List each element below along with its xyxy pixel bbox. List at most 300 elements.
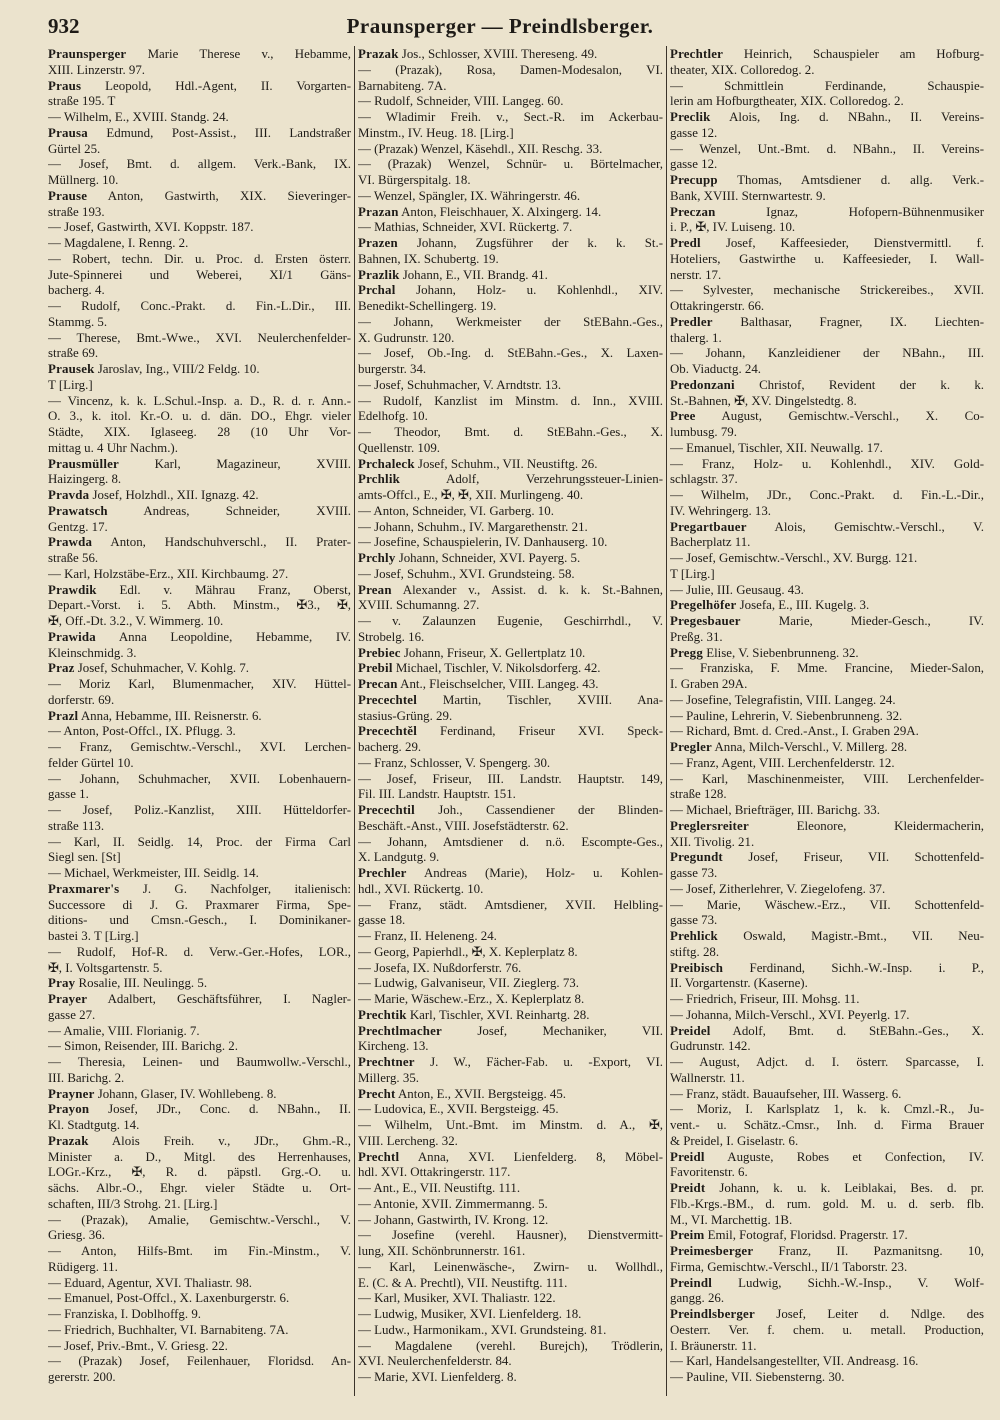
- entry-text: Auguste, Robes et Confection, IV.: [704, 1149, 984, 1164]
- entry-line: Bahnen, IX. Schubertg. 19.: [358, 251, 499, 266]
- surname: Preimesberger: [670, 1244, 754, 1258]
- entry-line: schaften, III/3 Strohg. 21. [Lirg.]: [48, 1196, 218, 1211]
- entry-line: — Mathias, Schneider, XVI. Rückertg. 7.: [358, 220, 573, 235]
- entry-headline: [48, 992, 351, 1008]
- entry-line: — (Prazak), Amalie, Gemischtw.-Verschl., V.: [48, 1212, 351, 1227]
- entry-line: Rüdigerg. 11.: [48, 1259, 118, 1274]
- entry-line: — (Prazak) Wenzel, Käsehdl., XII. Reschg. 33.: [358, 141, 603, 156]
- entry-line: Flb.-Krgs.-BM., d. rum. gold. M. u. d. serb. flb.: [670, 1196, 984, 1211]
- page-number: 932: [48, 14, 80, 38]
- entry-line: bacherg. 4.: [48, 283, 105, 298]
- entry-line: XVI. Neulerchenfelderstr. 84.: [358, 1354, 512, 1369]
- surname: Prechtner: [358, 1055, 415, 1069]
- entry-text: Josef, Holzhdl., XII. Ignazg. 42.: [89, 488, 259, 502]
- entry-line: VIII. Lercheng. 32.: [358, 1133, 458, 1148]
- entry-line: — Anton, Schneider, VI. Garberg. 10.: [358, 503, 554, 518]
- surname: Prayner: [48, 1086, 95, 1101]
- entry-text: Elise, V. Siebenbrunneng. 32.: [702, 645, 859, 660]
- entry-text: Adolf, Bmt. d. StEBahn.-Ges., X.: [710, 1023, 984, 1038]
- entry-text: Marie, Mieder-Gesch., IV.: [740, 614, 984, 628]
- entry-line: — Richard, Bmt. d. Cred.-Anst., I. Graben 29A.: [670, 724, 919, 739]
- entry-line: theater, XIX. Colloredog. 2.: [670, 62, 815, 77]
- entry-line: — Therese, Bmt.-Wwe., XVI. Neulerchenfelder-: [48, 330, 351, 345]
- entry-headline: [48, 504, 351, 520]
- entry-line: — Ant., E., VII. Neustiftg. 111.: [358, 1181, 521, 1195]
- entry-headline: [670, 961, 984, 977]
- entry-headline: [358, 472, 663, 488]
- entry-line: — Vincenz, k. k. L.Schul.-Insp. a. D., R. d. r. Ann.-: [48, 393, 351, 408]
- entry-headline: [670, 47, 984, 63]
- entry-line: felder Gürtel 10.: [48, 755, 134, 770]
- column-3: [670, 47, 984, 1386]
- entry-text: Joh., Cassendiener der Blinden-: [414, 803, 663, 817]
- entry-line: sächs. Albr.-O., Ehgr. vieler Städte u. Ort-: [48, 1181, 351, 1195]
- entry-line: XIII. Linzerstr. 97.: [48, 62, 146, 77]
- entry-headline: [670, 614, 984, 630]
- entry-headline: [48, 882, 351, 898]
- entry-line: I. Graben 29A.: [670, 677, 748, 691]
- entry-text: Marie Therese v., Hebamme,: [126, 47, 351, 61]
- surname: Precupp: [670, 173, 718, 187]
- entry-line: — Rudolf, Conc.-Prakt. d. Fin.-L.Dir., III.: [48, 299, 351, 313]
- entry-text: Josef, Kaffeesieder, Dienstvermittl. f.: [700, 236, 984, 250]
- entry-line: gasse 73.: [670, 866, 718, 880]
- entry-line: — Pauline, Lehrerin, V. Siebenbrunneng. 32.: [670, 708, 903, 723]
- entry-line: i. P., ✠, IV. Luiseng. 10.: [670, 220, 796, 235]
- entry-line: — Wilhelm, E., XVIII. Standg. 24.: [48, 110, 229, 124]
- entry-headline: [48, 457, 351, 473]
- entry-line: — Josef, Poliz.-Kanzlist, XIII. Hütteldorfer-: [48, 803, 351, 817]
- entry-text: Ferdinand, Friseur XVI. Speck-: [417, 724, 663, 739]
- entry-line: Bank, XVIII. Sternwartestr. 9.: [670, 188, 826, 203]
- entry-headline: [670, 378, 984, 394]
- entry-line: — v. Zalaunzen Eugenie, Geschirrhdl., V.: [358, 614, 663, 628]
- surname: Preczan: [670, 204, 716, 219]
- entry-line: — Johann, Amtsdiener d. n.ö. Escompte-Ges.,: [358, 834, 663, 849]
- entry-headline: [670, 1307, 984, 1323]
- entry-line: — Johann, Gastwirth, IV. Krong. 12.: [358, 1212, 549, 1227]
- entry-text: Anna, Milch-Verschl., V. Millerg. 28.: [711, 740, 908, 754]
- entry-headline: [358, 646, 663, 662]
- entry-line: I. Bräunerstr. 11.: [670, 1338, 757, 1353]
- entry-text: Martin, Tischler, XVIII. Ana-: [417, 692, 663, 707]
- entry-line: — Franz, Holz- u. Kohlenhdl., XIV. Gold-: [670, 456, 984, 471]
- entry-text: Ant., Fleischselcher, VIII. Langeg. 43.: [397, 677, 599, 691]
- surname: Prehlick: [670, 929, 718, 943]
- entry-headline: [48, 488, 351, 504]
- entry-line: — Wenzel, Unt.-Bmt. d. NBahn., II. Vereins-: [670, 141, 984, 156]
- surname: Prchal: [358, 283, 396, 298]
- entry-text: Johann, k. u. k. Leiblakai, Bes. d. pr.: [705, 1181, 984, 1195]
- entry-headline: [358, 661, 663, 677]
- entry-line: T [Lirg.]: [670, 566, 715, 581]
- entry-text: Christof, Revident der k. k.: [734, 377, 984, 392]
- entry-headline: [670, 646, 984, 662]
- entry-line: — Franz, Schlosser, V. Spengerg. 30.: [358, 755, 551, 770]
- entry-line: — Franz, städt. Amtsdiener, XVII. Helbling-: [358, 897, 663, 912]
- entry-line: IV. Wehringerg. 13.: [670, 503, 772, 518]
- entry-line: Strobelg. 16.: [358, 629, 425, 644]
- surname: Pregg: [670, 645, 703, 660]
- entry-line: Firma, Gemischtw.-Verschl., II/1 Taborstr. 23.: [670, 1259, 908, 1274]
- entry-line: Barnabiteng. 7A.: [358, 78, 447, 93]
- entry-headline: [670, 205, 984, 221]
- entry-headline: [48, 1087, 351, 1103]
- entry-line: straße 69.: [48, 346, 99, 361]
- entry-headline: [48, 126, 351, 142]
- surname: Precechtel: [358, 692, 418, 707]
- entry-line: amts-Offcl., E., ✠, ✠, XII. Murlingeng. 40.: [358, 488, 584, 502]
- entry-text: Franz, II. Pazmanitsng. 10,: [753, 1244, 984, 1258]
- surname: Prebiec: [358, 645, 401, 660]
- entry-text: Adolf, Verzehrungssteuer-Linien-: [400, 472, 663, 487]
- entry-line: gangg. 26.: [670, 1291, 725, 1306]
- surname: Prausa: [48, 125, 88, 140]
- entry-line: gasse 12.: [670, 125, 718, 140]
- entry-text: Michael, Tischler, V. Nikolsdorferg. 42.: [392, 661, 601, 676]
- entry-line: Siegl sen. [St]: [48, 850, 121, 865]
- entry-line: thalerg. 1.: [670, 330, 722, 345]
- entry-line: Ottakringerstr. 66.: [670, 299, 765, 313]
- surname: Prechtik: [358, 1007, 407, 1022]
- surname: Precht: [358, 1086, 396, 1101]
- entry-line: — Friedrich, Friseur, III. Mohsg. 11.: [670, 992, 860, 1006]
- entry-headline: [48, 535, 351, 551]
- entry-line: Kl. Stadtgutg. 14.: [48, 1118, 140, 1132]
- entry-line: — Johann, Werkmeister der StEBahn.-Ges.,: [358, 314, 663, 329]
- entry-headline: [48, 661, 351, 677]
- surname: Prazlik: [358, 267, 400, 282]
- surname: Prean: [358, 582, 392, 597]
- entry-line: — Johanna, Milch-Verschl., XVI. Peyerlg. 17.: [670, 1007, 910, 1022]
- entry-line: Fil. III. Landstr. Hauptstr. 151.: [358, 787, 516, 802]
- entry-text: Oswald, Magistr.-Bmt., VII. Neu-: [717, 929, 984, 943]
- entry-line: stiftg. 28.: [670, 944, 720, 959]
- entry-line: — Franziska, I. Doblhoffg. 9.: [48, 1307, 201, 1321]
- surname: Praus: [48, 78, 82, 93]
- entry-line: Haizingerg. 8.: [48, 472, 122, 487]
- entry-line: — Wilhelm, JDr., Conc.-Prakt. d. Fin.-L.-Dir.,: [670, 488, 984, 502]
- entry-headline: [670, 929, 984, 945]
- entry-line: Benedikt-Schellingerg. 19.: [358, 299, 497, 313]
- entry-text: Ludwig, Sichh.-W.-Insp., V. Wolf-: [712, 1275, 984, 1290]
- surname: Prebil: [358, 661, 393, 676]
- entry-line: — Marie, Wäschew.-Erz., X. Keplerplatz 8.: [358, 992, 585, 1006]
- entry-line: — Ludovica, E., XVII. Bergsteigg. 45.: [358, 1102, 559, 1117]
- entry-text: Josef, Friseur, VII. Schottenfeld-: [722, 850, 984, 865]
- surname: Pravda: [48, 488, 90, 502]
- entry-line: straße 193.: [48, 204, 105, 219]
- entry-headline: [358, 47, 663, 63]
- entry-line: — Karl, II. Seidlg. 14, Proc. der Firma Carl: [48, 834, 351, 849]
- surname: Preim: [670, 1228, 705, 1243]
- entry-line: — Karl, Maschinenmeister, VIII. Lerchenfelder-: [670, 771, 984, 786]
- entry-line: Hoteliers, Gastwirthe u. Kaffeesieder, I. Wall-: [670, 251, 984, 266]
- entry-line: gasse 12.: [670, 157, 718, 172]
- surname: Pregesbauer: [670, 614, 741, 628]
- entry-line: — Moriz, I. Karlsplatz 1, k. k. Cmzl.-R., Ju-: [670, 1102, 984, 1117]
- entry-line: straße 56.: [48, 551, 99, 565]
- surname: Prausek: [48, 362, 95, 376]
- entry-line: X. Gudrunstr. 120.: [358, 330, 455, 345]
- surname: Prchaleck: [358, 456, 415, 471]
- surname: Praxmarer's: [48, 881, 120, 896]
- surname: Prechtler: [670, 47, 724, 61]
- entry-line: Gentzg. 17.: [48, 519, 108, 534]
- entry-line: Gudrunstr. 142.: [670, 1039, 751, 1054]
- entry-line: — Marie, XVI. Lienfelderg. 8.: [358, 1370, 517, 1384]
- entry-headline: [670, 173, 984, 189]
- entry-line: — Ludwig, Musiker, XVI. Lienfelderg. 18.: [358, 1307, 582, 1321]
- entry-headline: [358, 677, 663, 693]
- surname: Prazl: [48, 708, 79, 723]
- entry-text: Rosalie, III. Neulingg. 5.: [75, 976, 208, 991]
- entry-text: Johann, E., VII. Brandg. 41.: [399, 267, 548, 282]
- surname: Praunsperger: [48, 47, 127, 61]
- entry-line: Wallnerstr. 11.: [670, 1070, 745, 1085]
- entry-headline: [358, 1055, 663, 1071]
- entry-text: Josef, Leiter d. Ndlge. des: [754, 1307, 984, 1321]
- surname: Prchly: [358, 551, 396, 565]
- surname: Pree: [670, 409, 696, 424]
- entry-text: Edl. v. Mährau Franz, Oberst,: [96, 582, 351, 597]
- entry-text: Alois, Gemischtw.-Verschl., V.: [746, 519, 984, 534]
- entry-line: — Michael, Werkmeister, III. Seidlg. 14.: [48, 866, 259, 880]
- entry-line: — Sylvester, mechanische Strickereibes., XVII.: [670, 283, 984, 298]
- entry-line: — Emanuel, Post-Offcl., X. Laxenburgerstr. 6.: [48, 1291, 290, 1306]
- entry-line: — Josefine, Schauspielerin, IV. Danhauserg. 10.: [358, 535, 608, 550]
- column-1: [48, 47, 351, 1386]
- surname: Praz: [48, 661, 75, 676]
- entry-text: Josef, Mechaniker, VII.: [441, 1023, 663, 1038]
- entry-headline: [358, 1024, 663, 1040]
- entry-line: gasse 18.: [358, 913, 406, 928]
- entry-line: gererstr. 200.: [48, 1370, 116, 1384]
- entry-line: gasse 73.: [670, 913, 718, 928]
- entry-headline: [48, 976, 351, 992]
- entry-line: — Friedrich, Buchhalter, VI. Barnabiteng. 7A.: [48, 1322, 289, 1337]
- surname: Predl: [670, 236, 701, 250]
- entry-text: Josef, Schuhm., VII. Neustiftg. 26.: [414, 456, 598, 471]
- entry-line: — Emanuel, Tischler, XII. Neuwallg. 17.: [670, 440, 883, 455]
- entry-text: Anton, Gastwirth, XIX. Sieveringer-: [87, 188, 351, 203]
- entry-line: St.-Bahnen, ✠, XV. Dingelstedtg. 8.: [670, 393, 857, 408]
- entry-line: Stammg. 5.: [48, 314, 108, 329]
- surname: Precechtil: [358, 803, 415, 817]
- entry-headline: [670, 1181, 984, 1197]
- entry-headline: [358, 583, 663, 599]
- column-divider: [666, 46, 667, 1396]
- entry-text: Jaroslav, Ing., VIII/2 Feldg. 10.: [94, 362, 260, 376]
- entry-line: — Eduard, Agentur, XVI. Thaliastr. 98.: [48, 1275, 253, 1290]
- entry-line: — Theresia, Leinen- und Baumwollw.-Verschl.,: [48, 1055, 351, 1069]
- entry-line: — Franziska, F. Mme. Francine, Mieder-Salon,: [670, 661, 984, 676]
- surname: Prazen: [358, 236, 398, 250]
- entry-line: ditions- und Cmsn.-Gesch., I. Dominikaner-: [48, 913, 351, 928]
- entry-text: Johann, Holz- u. Kohlenhdl., XIV.: [395, 283, 663, 298]
- entry-text: Anton, E., XVII. Bergsteigg. 45.: [395, 1086, 567, 1101]
- entry-line: — (Prazak) Wenzel, Schnür- u. Börtelmacher,: [358, 157, 663, 172]
- entry-line: — Karl, Leinenwäsche-, Zwirn- u. Wollhdl.,: [358, 1259, 663, 1274]
- entry-line: XII. Tivolig. 21.: [670, 834, 755, 849]
- entry-line: bacherg. 29.: [358, 740, 422, 754]
- entry-line: — Simon, Reisender, III. Barichg. 2.: [48, 1039, 238, 1054]
- entry-headline: [358, 283, 663, 299]
- entry-text: Thomas, Amtsdiener d. allg. Verk.-: [717, 173, 984, 187]
- entry-text: Josef, Schuhmacher, V. Kohlg. 7.: [74, 661, 250, 676]
- entry-line: — Antonie, XVII. Zimmermanng. 5.: [358, 1196, 548, 1211]
- entry-headline: [670, 1150, 984, 1166]
- entry-text: Johann, Schneider, XVI. Payerg. 5.: [395, 551, 581, 565]
- entry-line: gasse 27.: [48, 1007, 96, 1022]
- surname: Prawda: [48, 535, 93, 550]
- entry-line: Müllnerg. 10.: [48, 173, 119, 187]
- entry-line: — (Prazak) Josef, Feilenhauer, Floridsd. An-: [48, 1354, 351, 1369]
- entry-line: — Josef, Bmt. d. allgem. Verk.-Bank, IX.: [48, 157, 351, 172]
- entry-text: Karl, Tischler, XVI. Reinhartg. 28.: [406, 1007, 590, 1022]
- entry-line: ✠, I. Voltsgartenstr. 5.: [48, 960, 163, 975]
- entry-headline: [670, 1024, 984, 1040]
- entry-headline: [358, 268, 663, 284]
- entry-headline: [670, 236, 984, 252]
- entry-text: Eleonore, Kleidermacherin,: [748, 818, 984, 833]
- entry-line: nerstr. 17.: [670, 267, 722, 282]
- entry-text: Heinrich, Schauspieler am Hofburg-: [723, 47, 984, 61]
- entry-line: — Wenzel, Spängler, IX. Währingerstr. 46.: [358, 188, 581, 203]
- entry-line: T [Lirg.]: [48, 377, 93, 392]
- surname: Preidel: [670, 1023, 711, 1038]
- entry-headline: [670, 740, 984, 756]
- entry-text: Anna, XVI. Lienfelderg. 8, Möbel-: [399, 1149, 663, 1164]
- surname: Precan: [358, 677, 398, 691]
- entry-line: lumbusg. 79.: [670, 425, 737, 439]
- entry-headline: [358, 1087, 663, 1103]
- entry-line: & Preidel, I. Giselastr. 6.: [670, 1133, 799, 1148]
- entry-text: Josef, JDr., Conc. d. NBahn., II.: [89, 1102, 351, 1117]
- surname: Prayon: [48, 1102, 90, 1117]
- surname: Prechler: [358, 866, 407, 880]
- entry-line: — Josef, Ob.-Ing. d. StEBahn.-Ges., X. Laxen-: [358, 346, 663, 361]
- entry-line: — Johann, Schuhmacher, XVII. Lobenhauern-: [48, 771, 351, 786]
- surname: Preclik: [670, 110, 711, 124]
- entry-text: Ferdinand, Sichh.-W.-Insp. i. P.,: [723, 960, 984, 975]
- entry-line: Städte, XIX. Iglaseeg. 28 (10 Uhr Vor-: [48, 425, 351, 439]
- entry-line: Quellenstr. 109.: [358, 440, 440, 455]
- surname: Prawdik: [48, 582, 97, 597]
- entry-line: Oesterr. Ver. f. chem. u. metall. Production,: [670, 1322, 984, 1337]
- entry-line: mittag u. 4 Uhr Nachm.).: [48, 440, 178, 455]
- entry-line: X. Landgutg. 9.: [358, 850, 440, 865]
- entry-line: — Franz, städt. Bauaufseher, III. Wasserg. 6.: [670, 1086, 902, 1101]
- entry-line: dorferstr. 69.: [48, 692, 115, 707]
- entry-text: J. G. Nachfolger, italienisch:: [119, 881, 351, 896]
- entry-headline: [48, 1134, 351, 1150]
- entry-line: hdl. XVI. Ottakringerstr. 117.: [358, 1165, 511, 1180]
- entry-text: Alois Freih. v., JDr., Ghm.-R.,: [88, 1133, 351, 1148]
- entry-headline: [670, 1244, 984, 1260]
- entry-line: stasius-Grüng. 29.: [358, 708, 453, 723]
- entry-line: — Franz, Gemischtw.-Verschl., XVI. Lerchen-: [48, 740, 351, 754]
- entry-headline: [670, 598, 984, 614]
- entry-line: gasse 1.: [48, 787, 89, 802]
- surname: Preibisch: [670, 960, 724, 975]
- entry-text: August, Gemischtw.-Verschl., X. Co-: [695, 409, 984, 424]
- entry-headline: [358, 236, 663, 252]
- entry-headline: [670, 850, 984, 866]
- entry-text: Ignaz, Hofopern-Bühnenmusiker: [715, 204, 984, 219]
- entry-line: XVIII. Schumanng. 27.: [358, 598, 480, 613]
- entry-line: Preßg. 31.: [670, 629, 723, 644]
- entry-line: schlagstr. 37.: [670, 472, 738, 487]
- entry-line: — Josef, Friseur, III. Landstr. Hauptstr. 149,: [358, 771, 663, 786]
- entry-line: M., VI. Marchettig. 1B.: [670, 1212, 793, 1227]
- entry-headline: [48, 79, 351, 95]
- entry-headline: [358, 1150, 663, 1166]
- entry-line: — Schmittlein Ferdinande, Schauspie-: [670, 78, 984, 93]
- surname: Predler: [670, 314, 713, 329]
- entry-text: Johann, Friseur, X. Gellertplatz 10.: [400, 645, 586, 660]
- entry-line: — Rudolf, Kanzlist im Minstm. d. Inn., XVIII.: [358, 393, 663, 408]
- entry-line: — Robert, techn. Dir. u. Proc. d. Ersten österr.: [48, 251, 351, 266]
- entry-line: straße 128.: [670, 787, 727, 802]
- surname: Prause: [48, 188, 88, 203]
- entry-line: Gürtel 25.: [48, 141, 101, 156]
- entry-line: — Ludwig, Galvaniseur, VII. Zieglerg. 73.: [358, 976, 579, 991]
- surname: Prazak: [358, 47, 399, 61]
- entry-line: Minister a. D., Mitgl. des Herrenhauses,: [48, 1149, 351, 1164]
- entry-line: — August, Adjct. d. I. österr. Sparcasse, I.: [670, 1055, 984, 1069]
- surname: Pregler: [670, 740, 712, 754]
- entry-line: bastei 3. T [Lirg.]: [48, 929, 139, 943]
- running-title: Praunsperger — Preindlsberger.: [346, 14, 654, 38]
- entry-headline: [358, 724, 663, 740]
- entry-text: Andreas, Schneider, XVIII.: [107, 503, 351, 518]
- column-2: [358, 47, 663, 1386]
- entry-line: Minstm., IV. Heug. 18. [Lirg.]: [358, 125, 514, 140]
- entry-text: Anton, Handschuhverschl., II. Prater-: [92, 535, 351, 550]
- entry-line: — Josef, Gemischtw.-Verschl., XV. Burgg. 121.: [670, 551, 918, 565]
- entry-line: — Josef, Schuhm., XVI. Grundsteing. 58.: [358, 566, 575, 581]
- entry-text: Adalbert, Geschäftsführer, I. Nagler-: [87, 992, 351, 1006]
- surname: Preindlsberger: [670, 1307, 755, 1321]
- entry-line: burgerstr. 34.: [358, 362, 427, 376]
- entry-line: Depart.-Vorst. i. 5. Abth. Minstm., ✠3., ✠,: [48, 598, 351, 613]
- entry-line: Bacherplatz 11.: [670, 535, 751, 550]
- entry-line: Jute-Spinnerei und Weberei, XI/1 Gäns-: [48, 267, 351, 282]
- entry-line: — Michael, Briefträger, III. Barichg. 33.: [670, 803, 880, 817]
- entry-headline: [670, 1228, 984, 1244]
- entry-line: LOGr.-Krz., ✠, R. d. päpstl. Grg.-O. u.: [48, 1165, 351, 1180]
- entry-text: Josefa, E., III. Kugelg. 3.: [736, 598, 870, 613]
- entry-line: — Josef, Gastwirth, XVI. Koppstr. 187.: [48, 220, 254, 235]
- entry-line: — Marie, Wäschew.-Erz., VII. Schottenfeld-: [670, 897, 984, 912]
- surname: Preidt: [670, 1181, 706, 1195]
- entry-line: — Magdalene (verehl. Burejch), Trödlerin,: [358, 1338, 663, 1353]
- entry-line: — Wladimir Freih. v., Sect.-R. im Ackerbau-: [358, 110, 663, 124]
- column-divider: [354, 46, 355, 1396]
- entry-line: — Karl, Holzstäbe-Erz., XII. Kirchbaumg. 27.: [48, 566, 289, 581]
- entry-text: Anna Leopoldine, Hebamme, IV.: [95, 629, 351, 644]
- entry-headline: [358, 1008, 663, 1024]
- entry-line: — Pauline, VII. Siebensterng. 30.: [670, 1370, 845, 1384]
- entry-line: — Josefine (verehl. Hausner), Dienstvermitt-: [358, 1228, 663, 1243]
- entry-line: lung, XII. Schönbrunnerstr. 161.: [358, 1244, 526, 1258]
- entry-line: — Karl, Musiker, XVI. Thaliastr. 122.: [358, 1291, 556, 1306]
- entry-line: — Anton, Post-Offcl., IX. Pflugg. 3.: [48, 724, 236, 739]
- entry-line: lerin am Hofburgtheater, XIX. Colloredog. 2.: [670, 94, 904, 109]
- entry-text: Karl, Magazineur, XVIII.: [118, 456, 351, 471]
- entry-line: straße 113.: [48, 818, 105, 833]
